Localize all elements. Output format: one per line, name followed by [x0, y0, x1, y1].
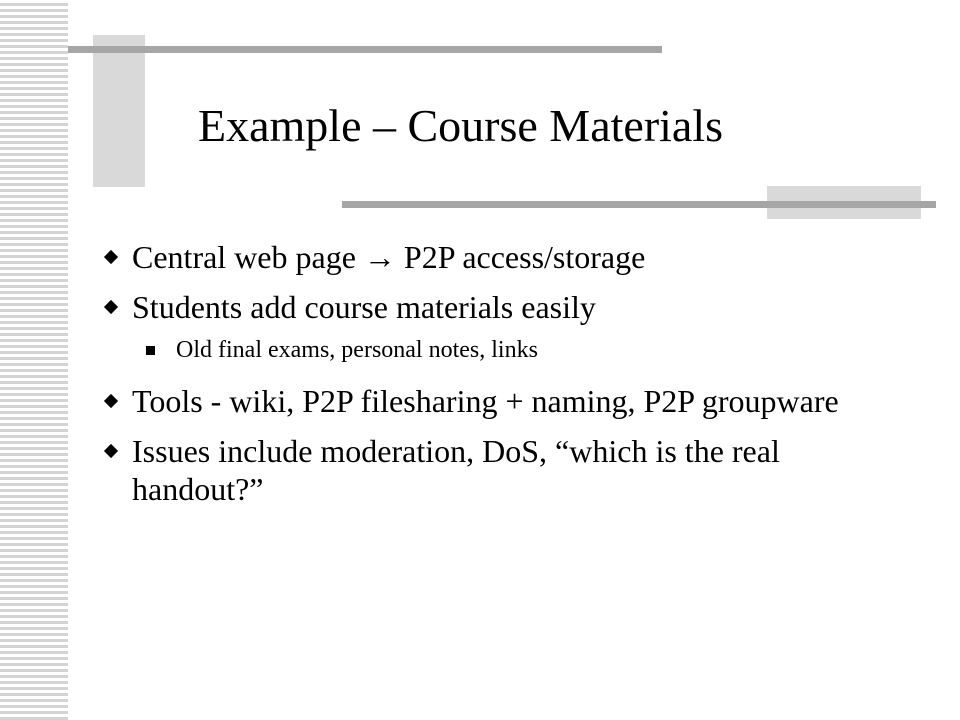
bullet-text: Tools - wiki, P2P filesharing + naming, P2P groupware: [132, 383, 839, 419]
left-stripe-decoration: [0, 0, 68, 720]
bullet-text: Students add course materials easily: [132, 289, 596, 325]
bullet-text: Issues include moderation, DoS, “which is the real handout?”: [132, 433, 780, 507]
slide-title: Example – Course Materials: [198, 100, 724, 151]
title-accent-block: [93, 35, 145, 187]
slide-content: [100, 238, 900, 520]
diamond-bullet-icon: [104, 394, 118, 408]
square-bullet-icon: [146, 346, 155, 355]
diamond-bullet-icon: [104, 444, 118, 458]
bullet-item-3: [100, 382, 900, 420]
bullet-item-1: [100, 238, 900, 276]
title-underline-rule: [342, 201, 936, 208]
diamond-bullet-icon: [104, 250, 118, 264]
bullet-item-4: [100, 432, 900, 508]
sub-bullet-text: Old final exams, personal notes, links: [176, 337, 538, 363]
diamond-bullet-icon: [104, 300, 118, 314]
sub-bullet-item-1: [146, 332, 900, 368]
top-rule: [68, 46, 662, 53]
bullet-item-2: [100, 288, 900, 326]
bullet-text: Central web page → P2P access/storage: [132, 239, 646, 275]
